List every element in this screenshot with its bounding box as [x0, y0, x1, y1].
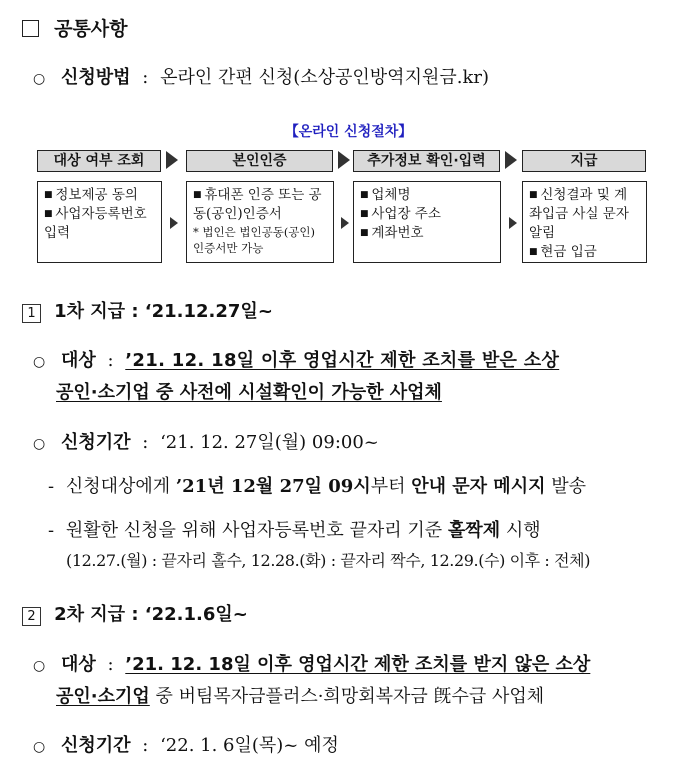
second-target-bold: 공인·소기업: [56, 686, 150, 707]
step-1-item: ■ 사업자등록번호 입력: [44, 205, 155, 243]
sep: :: [142, 735, 149, 756]
apply-method-line: [33, 63, 489, 89]
second-payment-header: [22, 600, 248, 626]
step-3-body: [353, 181, 501, 263]
step-2-item: ■ 휴대폰 인증 또는 공동(공인)인증서: [193, 186, 327, 224]
dash2-text: 시행: [500, 520, 541, 541]
step-4-item: ■ 현금 입금: [529, 243, 640, 262]
second-period-label: 신청기간: [60, 735, 131, 756]
dash-icon: -: [48, 476, 55, 497]
dash2-text: 원활한 신청을 위해 사업자등록번호 끝자리 기준: [65, 520, 448, 541]
circle-bullet-icon: ○: [33, 436, 46, 452]
step-2-head: 본인인증: [186, 150, 333, 172]
arrow-icon: [166, 151, 178, 169]
sep: :: [107, 350, 114, 371]
dash1-text: 신청대상에게: [65, 476, 176, 497]
arrow-icon: [505, 151, 517, 169]
process-title: 【온라인 신청절차】: [284, 124, 413, 140]
step-4-item: ■ 신청결과 및 계좌입금 사실 문자 알림: [529, 186, 640, 243]
dash-icon: -: [48, 520, 55, 541]
first-target-line2: 공인·소기업 중 사전에 시설확인이 가능한 사업체: [56, 382, 442, 403]
step-4-body: [522, 181, 647, 263]
first-payment-header: [22, 297, 273, 323]
first-period-value: ‘21. 12. 27일(월) 09:00~: [160, 432, 379, 453]
second-payment-title: 2차 지급 : ‘22.1.6일~: [54, 604, 248, 625]
section-header: [22, 14, 128, 41]
first-dash2-sub: (12.27.(월) : 끝자리 홀수, 12.28.(화) : 끝자리 짝수, 12.29.(수) 이후 : 전체): [66, 551, 591, 570]
step-2-note: * 법인은 법인공동(공인) 인증서만 가능: [193, 225, 316, 255]
arrow-icon: [341, 217, 349, 229]
first-period-label: 신청기간: [60, 432, 131, 453]
checkbox-icon: [22, 20, 39, 37]
dash1-bold-msg: 안내 문자 메시지: [411, 476, 546, 497]
second-target-rest: 중 버팀목자금플러스·희망회복자금 旣수급 사업체: [149, 686, 545, 707]
step-3-item: ■ 업체명: [360, 186, 494, 205]
first-target-label: 대상: [60, 350, 96, 371]
sep: :: [107, 654, 114, 675]
circle-bullet-icon: ○: [33, 739, 46, 755]
second-target-line1: ’21. 12. 18일 이후 영업시간 제한 조치를 받지 않은 소상: [125, 654, 591, 675]
step-3-item: ■ 계좌번호: [360, 224, 494, 243]
apply-method-sep: :: [142, 67, 149, 88]
second-period-value: ‘22. 1. 6일(목)~ 예정: [160, 735, 339, 756]
step-3-item: ■ 사업장 주소: [360, 205, 494, 224]
arrow-icon: [509, 217, 517, 229]
section-title: 공통사항: [54, 18, 128, 40]
apply-method-label: 신청방법: [60, 67, 131, 88]
first-dash2: [48, 516, 541, 542]
second-target-line: [33, 650, 590, 676]
step-2-body: [186, 181, 334, 263]
second-period-line: [33, 731, 339, 757]
step-1-body: [37, 181, 162, 263]
first-dash1: [48, 472, 586, 498]
number-box: 1: [22, 304, 41, 323]
first-target-line: [33, 346, 559, 372]
arrow-icon: [170, 217, 178, 229]
step-4-head: 지급: [522, 150, 646, 172]
sep: :: [142, 432, 149, 453]
circle-bullet-icon: ○: [33, 354, 46, 370]
circle-bullet-icon: ○: [33, 658, 46, 674]
first-payment-title: 1차 지급 : ‘21.12.27일~: [54, 301, 273, 322]
step-1-head: 대상 여부 조회: [37, 150, 161, 172]
arrow-icon: [338, 151, 350, 169]
step-1-item: ■ 정보제공 동의: [44, 186, 155, 205]
dash1-text: 발송: [545, 476, 586, 497]
second-target-label: 대상: [60, 654, 96, 675]
dash1-text: 부터: [370, 476, 412, 497]
step-3-head: 추가정보 확인·입력: [353, 150, 500, 172]
second-target-line2: [56, 682, 544, 708]
first-target-line1: ’21. 12. 18일 이후 영업시간 제한 조치를 받은 소상: [125, 350, 560, 371]
number-box: 2: [22, 607, 41, 626]
dash1-bold-date: ’21년 12월 27일 09시: [175, 476, 371, 497]
apply-method-value: 온라인 간편 신청(소상공인방역지원금.kr): [160, 67, 489, 88]
dash2-bold: 홀짝제: [447, 520, 501, 541]
circle-bullet-icon: ○: [33, 71, 46, 87]
first-period-line: [33, 428, 379, 454]
